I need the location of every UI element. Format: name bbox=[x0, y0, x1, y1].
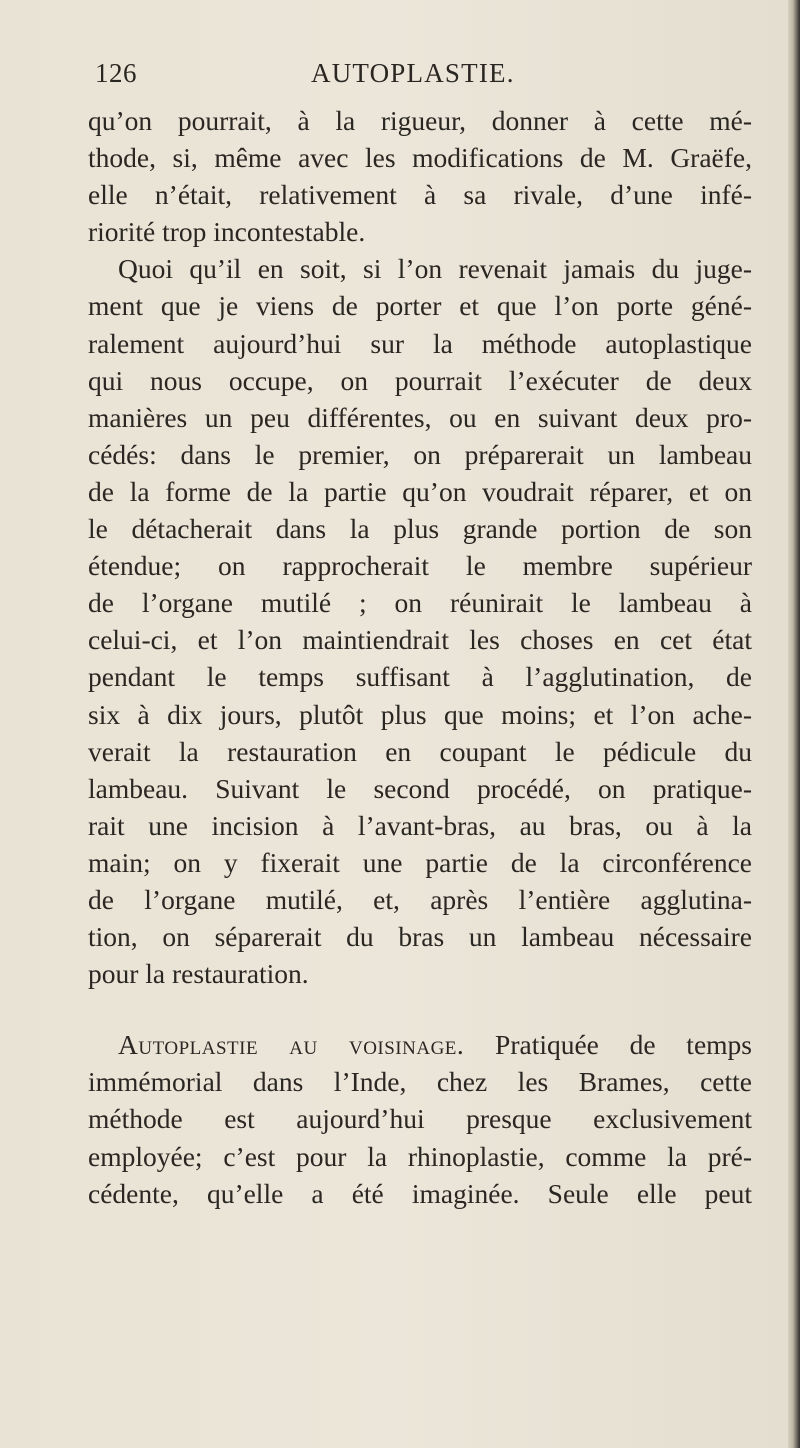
paragraph-gap bbox=[88, 992, 752, 1026]
text-line: immémorial dans l’Inde, chez les Brames, cette bbox=[88, 1066, 752, 1098]
text-line: de l’organe mutilé ; on réunirait le lambeau à bbox=[88, 587, 752, 619]
text-line: riorité trop incontestable. bbox=[88, 216, 366, 248]
text-line: qu’on pourrait, à la rigueur, donner à cette mé- bbox=[88, 105, 752, 136]
text-line: six à dix jours, plutôt plus que moins; et l’on ache- bbox=[88, 698, 752, 730]
page-number: 126 bbox=[95, 58, 137, 88]
text-line: ralement aujourd’hui sur la méthode autoplastique bbox=[88, 327, 752, 359]
text-line: employée; c’est pour la rhinoplastie, comme la pré- bbox=[88, 1140, 752, 1172]
page-edge-shadow bbox=[788, 0, 800, 1448]
text-line: main; on y fixerait une partie de la circonférence bbox=[88, 846, 752, 878]
paragraph-procedures bbox=[88, 250, 752, 992]
running-title: AUTOPLASTIE. bbox=[311, 58, 515, 88]
text-line: de la forme de la partie qu’on voudrait réparer, et on bbox=[88, 475, 752, 507]
text-line: qui nous occupe, on pourrait l’exécuter de deux bbox=[88, 364, 752, 396]
paragraph-continuation bbox=[88, 102, 752, 250]
text-line: Quoi qu’il en soit, si l’on revenait jamais du juge- bbox=[118, 253, 752, 285]
text-line: étendue; on rapprocherait le membre supérieur bbox=[88, 550, 752, 582]
text-line bbox=[88, 1026, 752, 1063]
paragraph-autoplastie-voisinage bbox=[88, 1026, 752, 1211]
text-line: thode, si, même avec les modifications de M. Graëfe, bbox=[88, 142, 752, 174]
text-line: méthode est aujourd’hui presque exclusivement bbox=[88, 1103, 752, 1135]
page-header bbox=[95, 58, 745, 98]
text-line: celui-ci, et l’on maintiendrait les choses en cet état bbox=[88, 624, 752, 656]
text-line: lambeau. Suivant le second procédé, on pratique- bbox=[88, 772, 752, 804]
text-line: rait une incision à l’avant-bras, au bras, ou à la bbox=[88, 809, 752, 841]
text-line: pendant le temps suffisant à l’agglutination, de bbox=[88, 661, 752, 693]
body-text bbox=[88, 102, 752, 1212]
text-line: elle n’était, relativement à sa rivale, d’une infé- bbox=[88, 179, 752, 211]
text-line: ment que je viens de porter et que l’on porte géné- bbox=[88, 290, 752, 322]
text-line: tion, on séparerait du bras un lambeau nécessaire bbox=[88, 921, 752, 953]
text-line: cédente, qu’elle a été imaginée. Seule elle peut bbox=[88, 1177, 752, 1209]
text-line: cédés: dans le premier, on préparerait un lambeau bbox=[88, 438, 752, 470]
text-line: le détacherait dans la plus grande portion de son bbox=[88, 513, 752, 545]
text-line: verait la restauration en coupant le pédicule du bbox=[88, 735, 752, 767]
heading-line-rest: Pratiquée de temps bbox=[495, 1029, 752, 1061]
text-line: manières un peu différentes, ou en suivant deux pro- bbox=[88, 401, 752, 433]
text-line: de l’organe mutilé, et, après l’entière agglutina- bbox=[88, 883, 752, 915]
text-line: pour la restauration. bbox=[88, 958, 309, 990]
section-heading: Autoplastie au voisinage. bbox=[118, 1029, 465, 1061]
